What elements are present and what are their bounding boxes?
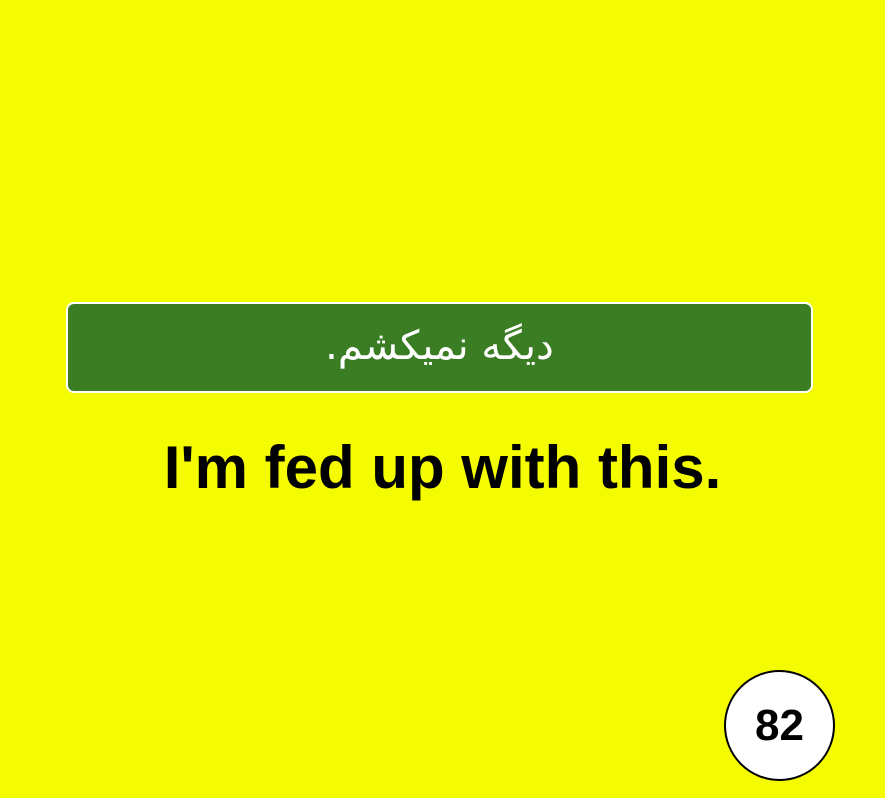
persian-phrase-banner [66,302,813,393]
english-phrase: I'm fed up with this. [163,434,722,501]
persian-phrase: دیگه نمیکشم. [325,322,554,369]
card-number-badge [724,670,835,781]
card-number: 82 [755,700,804,750]
